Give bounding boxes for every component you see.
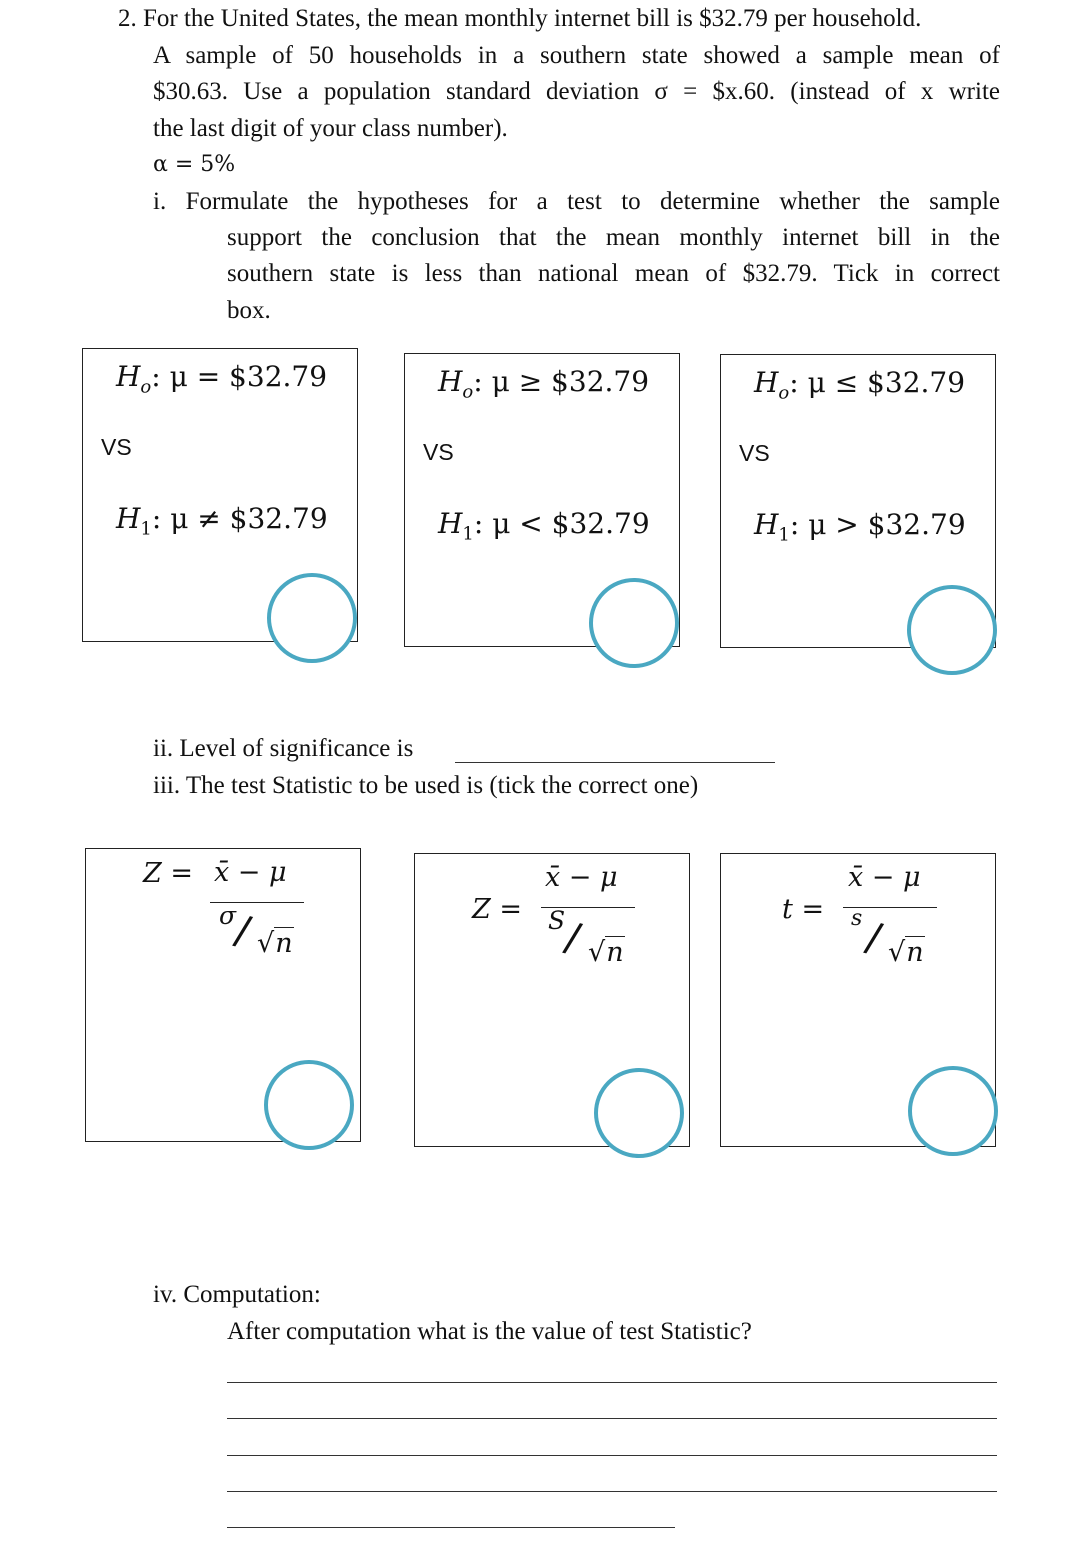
hypothesis-2-tick-circle[interactable]	[589, 578, 679, 668]
statistic-1-sqrt-n: √n	[257, 928, 293, 959]
hypothesis-3-vs: VS	[739, 440, 770, 466]
part-i-line-1: i. Formulate the hypotheses for a test to determine whether the sample	[153, 188, 1000, 215]
part-iii-text: iii. The test Statistic to be used is (tick the correct one)	[153, 772, 699, 799]
statistic-2-denominator-top: S	[548, 906, 566, 935]
statistic-2-tick-circle[interactable]	[594, 1068, 684, 1158]
statistic-1-denominator-top: σ	[219, 901, 237, 930]
hypothesis-3-tick-circle[interactable]	[907, 585, 997, 675]
hypothesis-1-vs: VS	[101, 434, 132, 460]
answer-line-1[interactable]	[227, 1382, 997, 1383]
question-line-4: the last digit of your class number).	[153, 115, 508, 142]
hypothesis-1-tick-circle[interactable]	[267, 573, 357, 663]
part-i-line-4: box.	[227, 297, 271, 324]
statistic-3-tick-circle[interactable]	[908, 1066, 998, 1156]
answer-line-3[interactable]	[227, 1455, 997, 1456]
answer-line-5[interactable]	[227, 1527, 675, 1528]
answer-line-2[interactable]	[227, 1418, 997, 1419]
statistic-3-numerator: x̄ − μ	[848, 862, 921, 893]
part-i-line-3: southern state is less than national mean of $32.79. Tick in correct	[227, 260, 1000, 287]
question-line-1: 2. For the United States, the mean monthly internet bill is $32.79 per household.	[118, 5, 922, 32]
statistic-1-slash: /	[230, 907, 255, 955]
hypothesis-3-null: $H_o$: μ ≤ $32.79	[754, 366, 966, 404]
statistic-2-slash: /	[560, 914, 585, 962]
statistic-3-lhs: t =	[782, 894, 825, 925]
hypothesis-2-null: $H_o$: μ ≥ $32.79	[438, 365, 650, 403]
statistic-2-lhs: Z =	[472, 894, 522, 925]
hypothesis-2-vs: VS	[423, 439, 454, 465]
answer-line-4[interactable]	[227, 1491, 997, 1492]
statistic-1-lhs: Z =	[143, 858, 193, 889]
part-iv-prompt: After computation what is the value of test Statistic?	[227, 1318, 752, 1345]
alpha-value: α = 5%	[153, 152, 236, 177]
statistic-2-sqrt-n: √n	[588, 937, 624, 968]
statistic-3-sqrt-n: √n	[888, 937, 924, 968]
question-line-3: $30.63. Use a population standard deviation σ = $x.60. (instead of x write	[153, 78, 1000, 105]
hypothesis-2-alternative: $H_1$: μ < $32.79	[438, 507, 650, 545]
statistic-2-numerator: x̄ − μ	[545, 862, 618, 893]
part-ii-text: ii. Level of significance is	[153, 735, 414, 762]
hypothesis-1-null: $H_o$: μ = $32.79	[116, 360, 328, 398]
part-iv-title: iv. Computation:	[153, 1281, 321, 1308]
statistic-3-slash: /	[861, 914, 886, 962]
part-i-line-2: support the conclusion that the mean monthly internet bill in the	[227, 224, 1000, 251]
significance-answer-line[interactable]	[455, 762, 775, 763]
statistic-1-numerator: x̄ − μ	[214, 857, 287, 888]
statistic-3-denominator-top: s	[851, 906, 863, 931]
statistic-1-tick-circle[interactable]	[264, 1060, 354, 1150]
question-line-2: A sample of 50 households in a southern state showed a sample mean of	[153, 42, 1000, 69]
hypothesis-1-alternative: $H_1$: μ ≠ $32.79	[116, 502, 328, 540]
hypothesis-3-alternative: $H_1$: μ > $32.79	[754, 508, 966, 546]
